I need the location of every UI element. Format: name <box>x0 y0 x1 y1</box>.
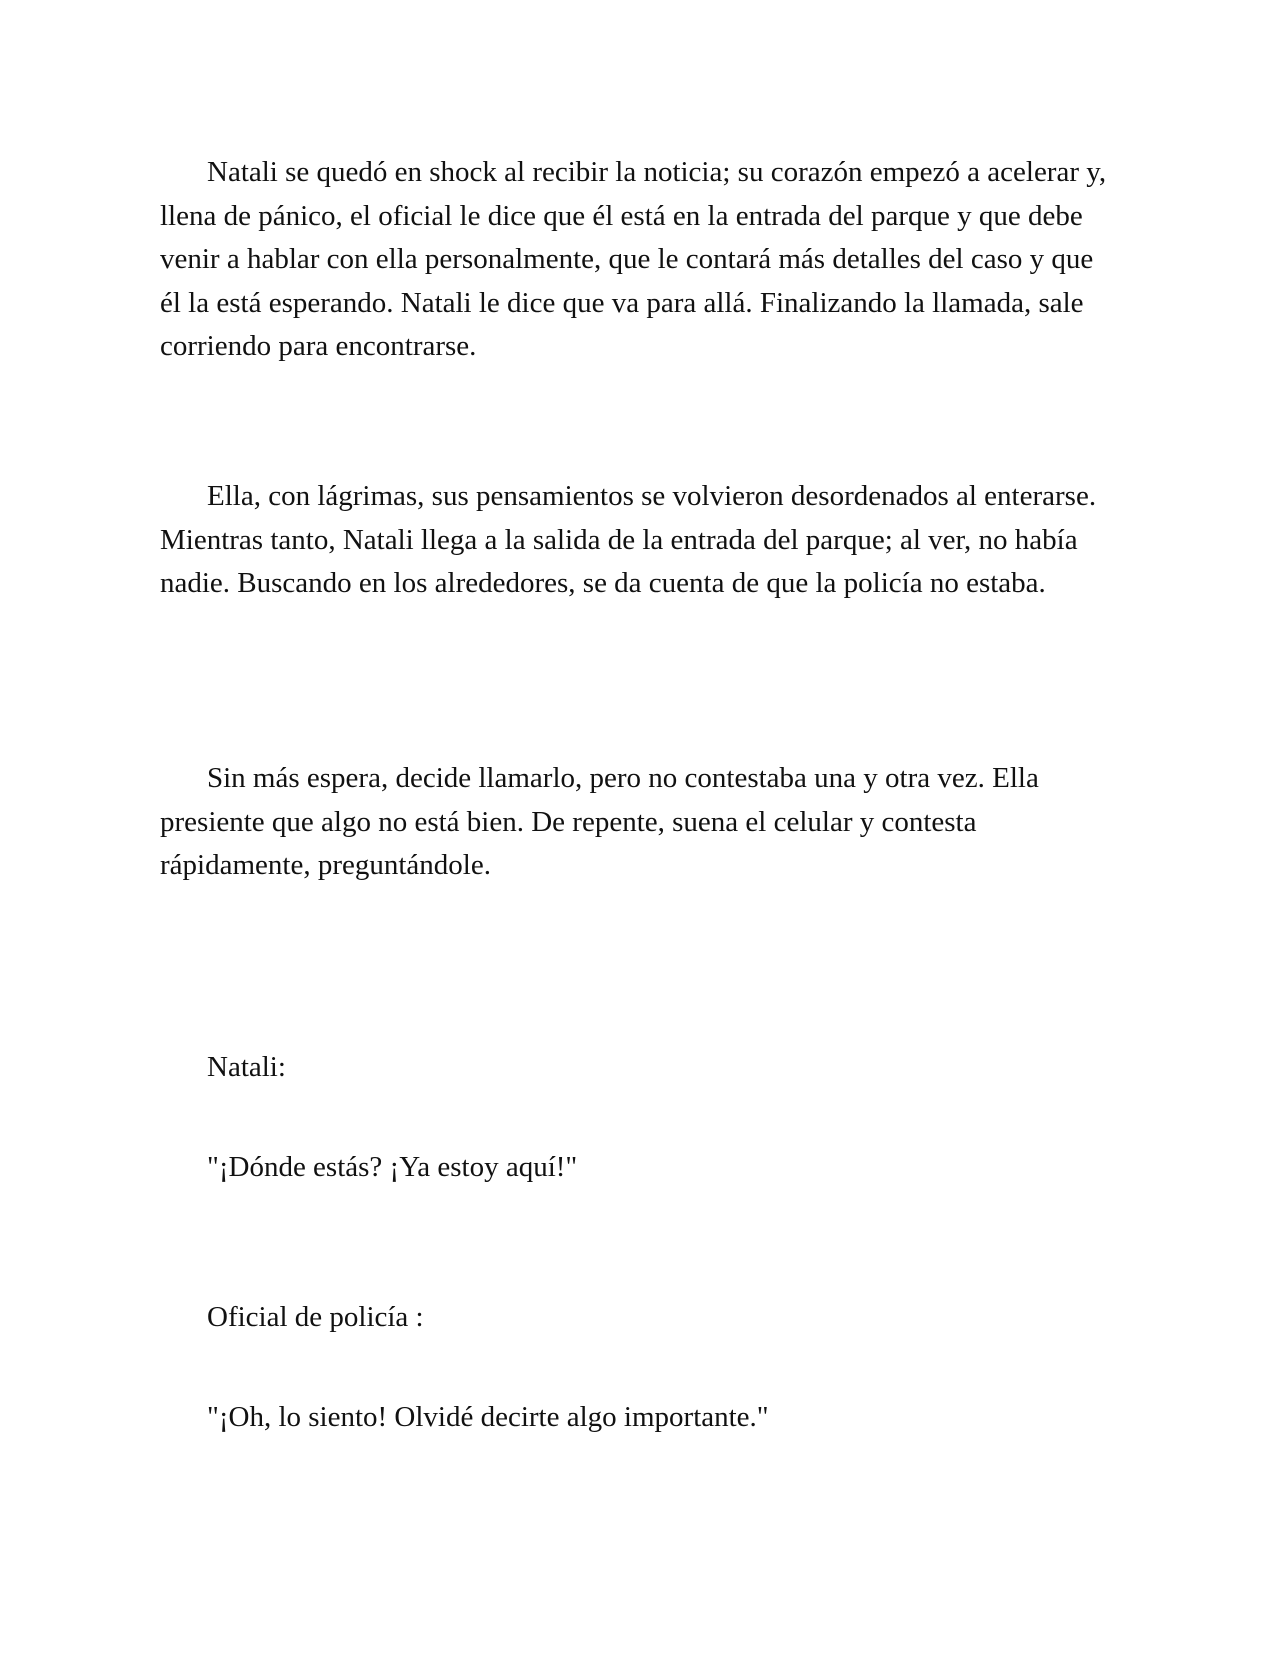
dialogue-police-officer: "¡Oh, lo siento! Olvidé decirte algo importante." <box>207 1401 769 1433</box>
paragraph-calling-officer: Sin más espera, decide llamarlo, pero no contestaba una y otra vez. Ella presiente que algo no está bien. De repente, suena el celular y contesta rápidamente, preguntándole. <box>160 762 1039 881</box>
speaker-natali: Natali: <box>207 1051 286 1083</box>
dialogue-natali: "¡Dónde estás? ¡Ya estoy aquí!" <box>207 1151 578 1183</box>
paragraph-park-entrance: Ella, con lágrimas, sus pensamientos se volvieron desordenados al enterarse. Mientras tanto, Natali llega a la salida de la entrada del parque; al ver, no había nadie. Buscando en los alrededores, se da cuenta de que la policía no estaba. <box>160 480 1097 599</box>
speaker-police-officer: Oficial de policía : <box>207 1301 424 1333</box>
paragraph-phone-call: Natali se quedó en shock al recibir la noticia; su corazón empezó a acelerar y, llena de pánico, el oficial le dice que él está en la entrada del parque y que debe venir a hablar con ella personalmente, que le contará más detalles del caso y que él la está esperando. Natali le dice que va para allá. Finalizando la llamada, sale corriendo para encontrarse. <box>160 156 1107 362</box>
